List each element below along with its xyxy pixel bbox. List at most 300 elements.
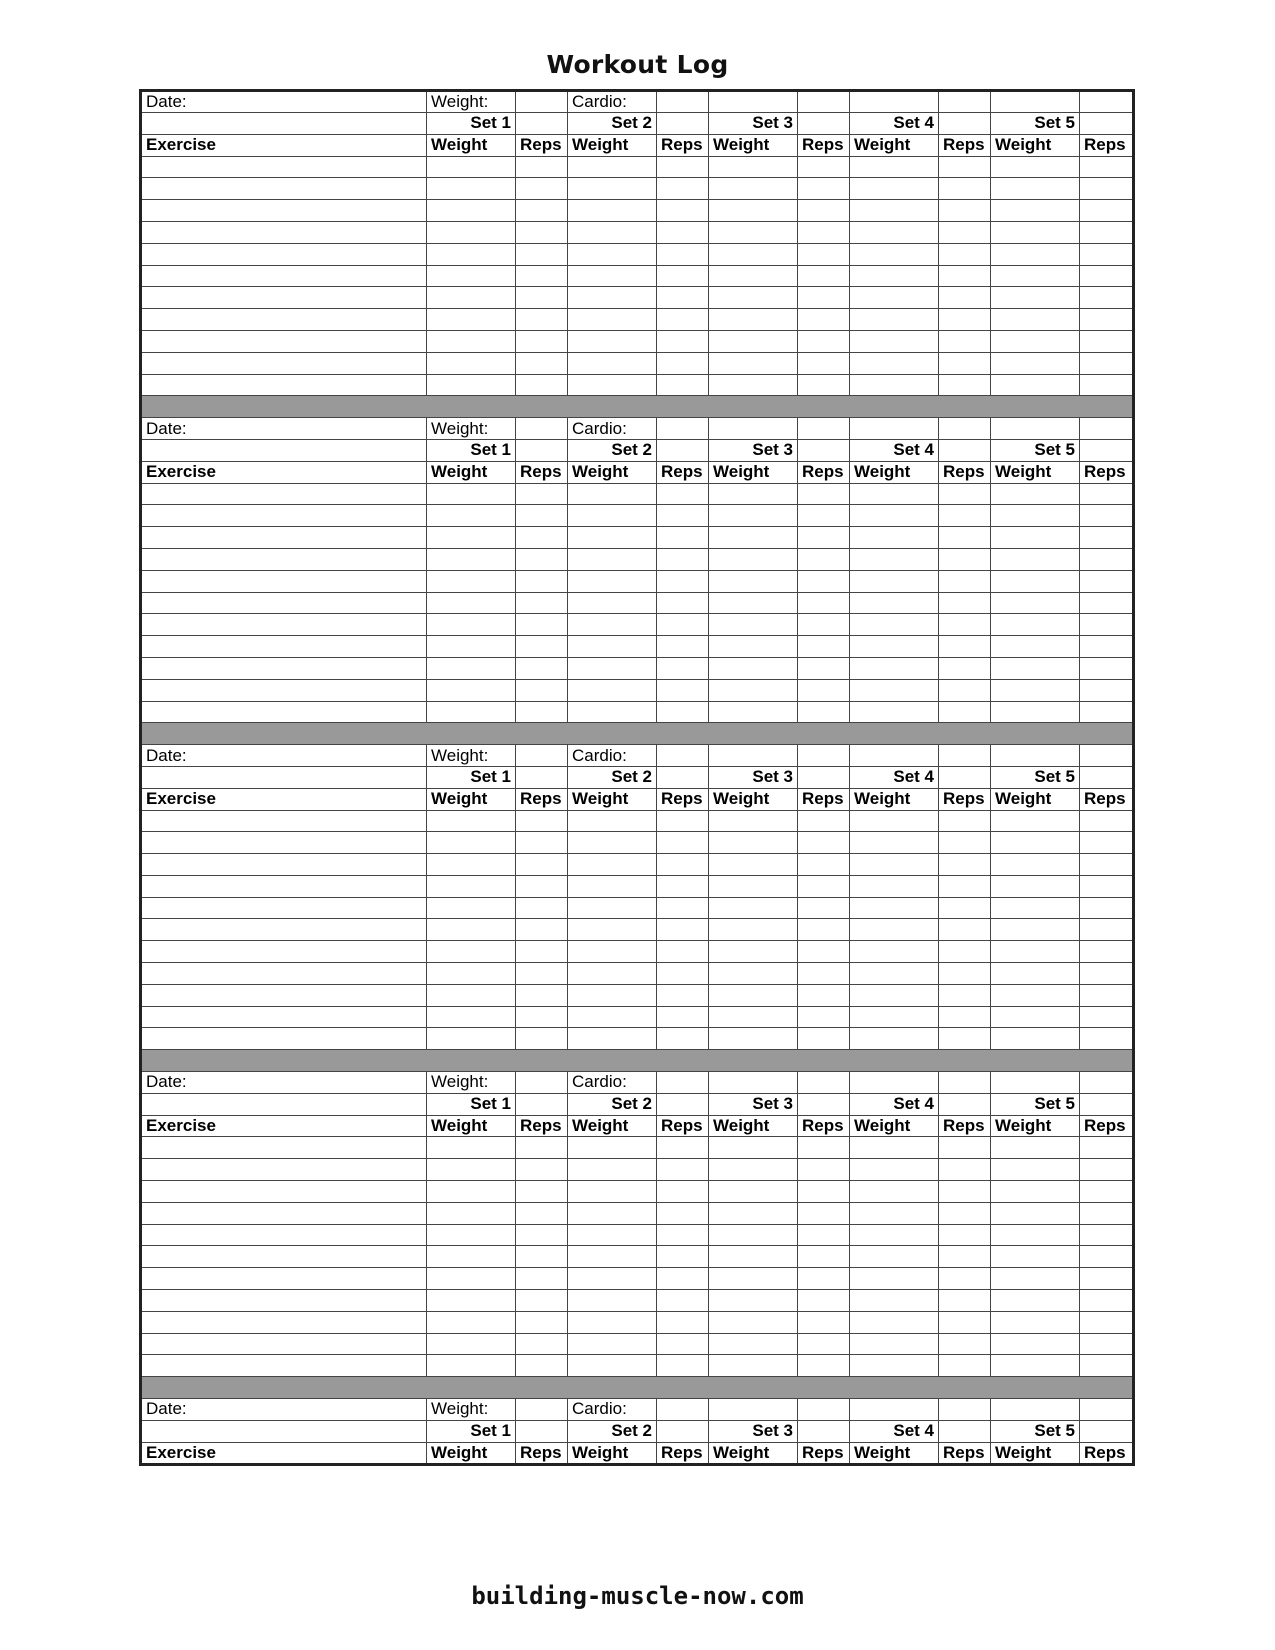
weight-field[interactable] [991,875,1080,897]
weight-field[interactable] [568,1311,657,1333]
reps-field[interactable] [939,679,991,701]
weight-field[interactable] [709,265,798,287]
weight-field[interactable] [568,679,657,701]
cardio-field[interactable] [798,1399,850,1421]
reps-field[interactable] [939,1290,991,1312]
reps-field[interactable] [516,483,568,505]
exercise-field[interactable] [141,1355,427,1377]
weight-field[interactable] [991,636,1080,658]
reps-field[interactable] [1080,919,1134,941]
reps-field[interactable] [657,1333,709,1355]
weight-field[interactable] [427,919,516,941]
exercise-field[interactable] [141,1290,427,1312]
weight-field[interactable] [709,832,798,854]
weight-field[interactable] [991,505,1080,527]
weight-field[interactable] [568,287,657,309]
weight-field[interactable] [850,919,939,941]
reps-field[interactable] [516,178,568,200]
exercise-field[interactable] [141,614,427,636]
weight-field[interactable] [568,483,657,505]
weight-field[interactable] [568,897,657,919]
reps-field[interactable] [516,963,568,985]
reps-field[interactable] [798,592,850,614]
weight-field[interactable] [427,897,516,919]
cardio-field[interactable] [850,418,939,440]
reps-field[interactable] [1080,1159,1134,1181]
reps-field[interactable] [516,919,568,941]
reps-field[interactable] [798,1311,850,1333]
weight-field[interactable] [568,570,657,592]
weight-field[interactable] [427,330,516,352]
weight-field[interactable] [850,309,939,331]
weight-field[interactable] [850,1137,939,1159]
weight-field[interactable] [991,1006,1080,1028]
reps-field[interactable] [657,592,709,614]
cardio-field[interactable] [850,1399,939,1421]
reps-field[interactable] [798,1181,850,1203]
reps-field[interactable] [516,570,568,592]
reps-field[interactable] [798,374,850,396]
reps-field[interactable] [939,875,991,897]
reps-field[interactable] [939,592,991,614]
reps-field[interactable] [939,1028,991,1050]
reps-field[interactable] [798,963,850,985]
weight-field[interactable] [850,200,939,222]
reps-field[interactable] [657,919,709,941]
weight-field[interactable] [427,1355,516,1377]
weight-field[interactable] [709,309,798,331]
reps-field[interactable] [657,1137,709,1159]
weight-field[interactable] [709,178,798,200]
reps-field[interactable] [798,1355,850,1377]
exercise-field[interactable] [141,832,427,854]
weight-field[interactable] [709,1333,798,1355]
reps-field[interactable] [516,287,568,309]
cardio-field[interactable] [798,91,850,113]
exercise-field[interactable] [141,200,427,222]
weight-field[interactable] [709,1246,798,1268]
weight-field[interactable] [850,374,939,396]
reps-field[interactable] [516,1268,568,1290]
weight-field[interactable] [991,810,1080,832]
weight-field[interactable] [850,1355,939,1377]
weight-field[interactable] [568,265,657,287]
exercise-field[interactable] [141,636,427,658]
weight-field[interactable] [427,1006,516,1028]
reps-field[interactable] [1080,701,1134,723]
reps-field[interactable] [657,1028,709,1050]
reps-field[interactable] [939,897,991,919]
reps-field[interactable] [516,1028,568,1050]
reps-field[interactable] [939,984,991,1006]
exercise-field[interactable] [141,1268,427,1290]
weight-field[interactable] [850,832,939,854]
reps-field[interactable] [657,679,709,701]
weight-field[interactable] [850,701,939,723]
reps-field[interactable] [516,374,568,396]
reps-field[interactable] [516,527,568,549]
weight-field[interactable] [709,1290,798,1312]
weight-field[interactable] [850,941,939,963]
weight-field[interactable] [427,156,516,178]
weight-field[interactable] [568,548,657,570]
weight-field[interactable] [427,701,516,723]
weight-field[interactable] [568,1028,657,1050]
exercise-field[interactable] [141,287,427,309]
reps-field[interactable] [1080,832,1134,854]
cardio-field[interactable] [939,1072,991,1094]
reps-field[interactable] [516,330,568,352]
weight-field[interactable] [709,701,798,723]
exercise-field[interactable] [141,374,427,396]
reps-field[interactable] [657,810,709,832]
reps-field[interactable] [798,832,850,854]
reps-field[interactable] [939,527,991,549]
exercise-field[interactable] [141,657,427,679]
reps-field[interactable] [939,221,991,243]
reps-field[interactable] [516,352,568,374]
reps-field[interactable] [939,483,991,505]
reps-field[interactable] [1080,1137,1134,1159]
weight-field[interactable] [850,679,939,701]
cardio-field[interactable] [798,745,850,767]
weight-field[interactable] [991,701,1080,723]
exercise-field[interactable] [141,984,427,1006]
reps-field[interactable] [1080,1290,1134,1312]
reps-field[interactable] [1080,570,1134,592]
exercise-field[interactable] [141,1006,427,1028]
reps-field[interactable] [657,1290,709,1312]
weight-field[interactable] [709,243,798,265]
reps-field[interactable] [1080,156,1134,178]
reps-field[interactable] [657,548,709,570]
exercise-field[interactable] [141,963,427,985]
weight-field[interactable] [427,374,516,396]
weight-field[interactable] [850,1290,939,1312]
exercise-field[interactable] [141,178,427,200]
weight-field[interactable] [850,1159,939,1181]
weight-field[interactable] [991,614,1080,636]
weight-field[interactable] [568,1246,657,1268]
weight-field[interactable] [850,897,939,919]
reps-field[interactable] [657,483,709,505]
reps-field[interactable] [939,1355,991,1377]
weight-field[interactable] [991,309,1080,331]
reps-field[interactable] [939,832,991,854]
reps-field[interactable] [516,1224,568,1246]
weight-field[interactable] [850,1224,939,1246]
weight-field[interactable] [709,919,798,941]
weight-field[interactable] [991,483,1080,505]
reps-field[interactable] [798,679,850,701]
reps-field[interactable] [1080,636,1134,658]
cardio-field[interactable] [939,91,991,113]
weight-field[interactable] [709,156,798,178]
reps-field[interactable] [657,854,709,876]
reps-field[interactable] [516,243,568,265]
exercise-field[interactable] [141,1224,427,1246]
weight-field[interactable] [709,527,798,549]
weight-field[interactable] [709,1006,798,1028]
reps-field[interactable] [1080,810,1134,832]
reps-field[interactable] [939,548,991,570]
reps-field[interactable] [939,919,991,941]
weight-field[interactable] [709,1224,798,1246]
weight-field[interactable] [709,984,798,1006]
reps-field[interactable] [939,701,991,723]
weight-field[interactable] [427,963,516,985]
weight-field[interactable] [568,614,657,636]
reps-field[interactable] [657,374,709,396]
reps-field[interactable] [516,200,568,222]
reps-field[interactable] [657,657,709,679]
weight-field[interactable] [991,221,1080,243]
cardio-field[interactable] [657,745,709,767]
exercise-field[interactable] [141,854,427,876]
cardio-field[interactable] [798,418,850,440]
reps-field[interactable] [1080,527,1134,549]
cardio-field[interactable] [1080,91,1134,113]
weight-field[interactable] [709,941,798,963]
reps-field[interactable] [657,330,709,352]
weight-field[interactable] [991,941,1080,963]
reps-field[interactable] [939,505,991,527]
weight-field[interactable] [991,374,1080,396]
weight-field[interactable] [568,875,657,897]
cardio-field[interactable] [657,1399,709,1421]
reps-field[interactable] [798,527,850,549]
reps-field[interactable] [1080,854,1134,876]
weight-field[interactable] [568,984,657,1006]
weight-field[interactable] [709,483,798,505]
exercise-field[interactable] [141,1333,427,1355]
body-weight-field[interactable] [516,418,568,440]
weight-field[interactable] [991,1290,1080,1312]
reps-field[interactable] [1080,287,1134,309]
exercise-field[interactable] [141,810,427,832]
weight-field[interactable] [427,1202,516,1224]
reps-field[interactable] [798,548,850,570]
weight-field[interactable] [709,505,798,527]
weight-field[interactable] [991,1246,1080,1268]
weight-field[interactable] [709,1355,798,1377]
weight-field[interactable] [568,1268,657,1290]
reps-field[interactable] [657,701,709,723]
weight-field[interactable] [991,1181,1080,1203]
reps-field[interactable] [798,156,850,178]
weight-field[interactable] [427,875,516,897]
weight-field[interactable] [568,505,657,527]
reps-field[interactable] [939,178,991,200]
reps-field[interactable] [516,1137,568,1159]
exercise-field[interactable] [141,875,427,897]
weight-field[interactable] [709,1159,798,1181]
weight-field[interactable] [568,374,657,396]
weight-field[interactable] [850,505,939,527]
weight-field[interactable] [991,1137,1080,1159]
weight-field[interactable] [991,984,1080,1006]
reps-field[interactable] [657,178,709,200]
reps-field[interactable] [1080,941,1134,963]
body-weight-field[interactable] [516,745,568,767]
reps-field[interactable] [939,309,991,331]
weight-field[interactable] [991,679,1080,701]
weight-field[interactable] [427,984,516,1006]
reps-field[interactable] [657,1006,709,1028]
reps-field[interactable] [798,1159,850,1181]
weight-field[interactable] [709,352,798,374]
cardio-field[interactable] [991,418,1080,440]
reps-field[interactable] [1080,1202,1134,1224]
weight-field[interactable] [850,810,939,832]
cardio-field[interactable] [709,418,798,440]
weight-field[interactable] [709,657,798,679]
reps-field[interactable] [516,701,568,723]
cardio-field[interactable] [798,1072,850,1094]
weight-field[interactable] [568,330,657,352]
reps-field[interactable] [939,1268,991,1290]
reps-field[interactable] [798,1290,850,1312]
reps-field[interactable] [939,1202,991,1224]
cardio-field[interactable] [991,91,1080,113]
reps-field[interactable] [798,287,850,309]
exercise-field[interactable] [141,156,427,178]
exercise-field[interactable] [141,1311,427,1333]
weight-field[interactable] [427,832,516,854]
weight-field[interactable] [427,1246,516,1268]
reps-field[interactable] [939,330,991,352]
weight-field[interactable] [427,200,516,222]
weight-field[interactable] [991,178,1080,200]
weight-field[interactable] [991,1268,1080,1290]
weight-field[interactable] [850,963,939,985]
weight-field[interactable] [427,636,516,658]
exercise-field[interactable] [141,309,427,331]
weight-field[interactable] [709,875,798,897]
reps-field[interactable] [516,854,568,876]
cardio-field[interactable] [850,1072,939,1094]
reps-field[interactable] [657,1159,709,1181]
reps-field[interactable] [516,156,568,178]
reps-field[interactable] [657,309,709,331]
exercise-field[interactable] [141,941,427,963]
weight-field[interactable] [850,221,939,243]
exercise-field[interactable] [141,330,427,352]
weight-field[interactable] [850,614,939,636]
weight-field[interactable] [991,1028,1080,1050]
reps-field[interactable] [798,265,850,287]
weight-field[interactable] [427,854,516,876]
reps-field[interactable] [1080,592,1134,614]
weight-field[interactable] [568,636,657,658]
weight-field[interactable] [427,1028,516,1050]
reps-field[interactable] [1080,897,1134,919]
reps-field[interactable] [798,941,850,963]
weight-field[interactable] [427,265,516,287]
reps-field[interactable] [798,200,850,222]
weight-field[interactable] [568,156,657,178]
weight-field[interactable] [991,657,1080,679]
weight-field[interactable] [568,919,657,941]
weight-field[interactable] [991,1355,1080,1377]
reps-field[interactable] [657,1311,709,1333]
exercise-field[interactable] [141,352,427,374]
reps-field[interactable] [1080,352,1134,374]
reps-field[interactable] [516,832,568,854]
weight-field[interactable] [850,287,939,309]
reps-field[interactable] [798,1202,850,1224]
reps-field[interactable] [657,1202,709,1224]
reps-field[interactable] [657,1355,709,1377]
reps-field[interactable] [939,1137,991,1159]
reps-field[interactable] [939,1246,991,1268]
reps-field[interactable] [939,374,991,396]
reps-field[interactable] [939,1181,991,1203]
weight-field[interactable] [427,309,516,331]
reps-field[interactable] [1080,1181,1134,1203]
weight-field[interactable] [991,1202,1080,1224]
reps-field[interactable] [1080,1006,1134,1028]
reps-field[interactable] [1080,330,1134,352]
weight-field[interactable] [427,287,516,309]
reps-field[interactable] [657,1246,709,1268]
weight-field[interactable] [991,897,1080,919]
reps-field[interactable] [657,570,709,592]
weight-field[interactable] [568,1159,657,1181]
weight-field[interactable] [427,1137,516,1159]
weight-field[interactable] [850,1006,939,1028]
weight-field[interactable] [427,570,516,592]
reps-field[interactable] [1080,178,1134,200]
exercise-field[interactable] [141,701,427,723]
weight-field[interactable] [850,592,939,614]
weight-field[interactable] [568,1006,657,1028]
weight-field[interactable] [991,1159,1080,1181]
cardio-field[interactable] [709,745,798,767]
reps-field[interactable] [798,309,850,331]
reps-field[interactable] [798,897,850,919]
exercise-field[interactable] [141,1028,427,1050]
weight-field[interactable] [427,483,516,505]
reps-field[interactable] [657,1224,709,1246]
reps-field[interactable] [1080,1224,1134,1246]
reps-field[interactable] [798,1224,850,1246]
weight-field[interactable] [850,1268,939,1290]
reps-field[interactable] [516,1202,568,1224]
weight-field[interactable] [850,1246,939,1268]
reps-field[interactable] [516,1246,568,1268]
weight-field[interactable] [850,657,939,679]
exercise-field[interactable] [141,679,427,701]
reps-field[interactable] [939,614,991,636]
weight-field[interactable] [568,1224,657,1246]
weight-field[interactable] [568,178,657,200]
reps-field[interactable] [798,483,850,505]
reps-field[interactable] [939,1311,991,1333]
reps-field[interactable] [516,941,568,963]
cardio-field[interactable] [709,1399,798,1421]
weight-field[interactable] [991,287,1080,309]
weight-field[interactable] [427,178,516,200]
weight-field[interactable] [991,854,1080,876]
reps-field[interactable] [1080,614,1134,636]
reps-field[interactable] [516,1355,568,1377]
weight-field[interactable] [568,1333,657,1355]
reps-field[interactable] [1080,200,1134,222]
reps-field[interactable] [516,1311,568,1333]
reps-field[interactable] [798,1246,850,1268]
reps-field[interactable] [1080,309,1134,331]
